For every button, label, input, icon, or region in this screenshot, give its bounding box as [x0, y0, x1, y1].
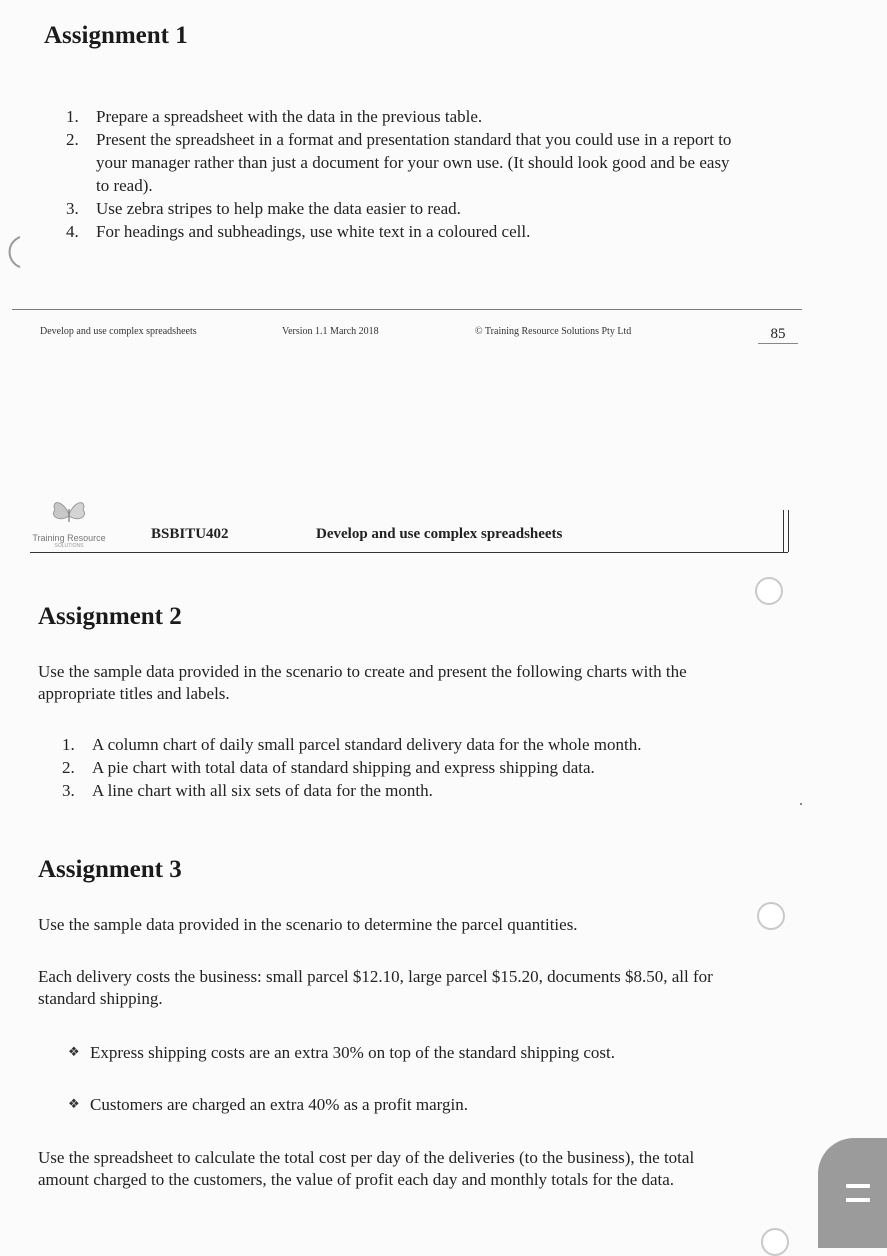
- binder-hole: [761, 1228, 789, 1256]
- footer-version: Version 1.1 March 2018: [282, 326, 379, 337]
- assignment-2-intro: Use the sample data provided in the scenario to create and present the following charts with the appropriate titles and labels.: [38, 662, 687, 703]
- butterfly-icon: [48, 497, 90, 531]
- logo-subtext: SOLUTIONS: [54, 543, 84, 549]
- scan-arc-decoration: [0, 234, 24, 270]
- logo-text: Training Resource: [32, 533, 106, 543]
- assignment-2-heading: Assignment 2: [38, 603, 182, 630]
- list-item: 3. A line chart with all six sets of data for the month.: [62, 781, 433, 800]
- unit-code: BSBITU402: [151, 526, 229, 542]
- bullet-item: ❖ Express shipping costs are an extra 30% on top of the standard shipping cost.: [68, 1043, 616, 1062]
- list-item: 2. Present the spreadsheet in a format and presentation standard that you could use in a report to your manager rather than just a document for your own use. (It should look good and be easy to read).: [66, 130, 732, 195]
- diamond-bullet-icon: ❖: [68, 1097, 80, 1112]
- unit-title: Develop and use complex spreadsheets: [316, 526, 563, 542]
- list-item: 2. A pie chart with total data of standard shipping and express shipping data.: [62, 758, 595, 777]
- floating-menu-button[interactable]: [818, 1138, 887, 1248]
- assignment-3-paragraph-1: Use the sample data provided in the scenario to determine the parcel quantities.: [38, 915, 578, 934]
- header-bracket: [783, 510, 789, 552]
- list-item: 3. Use zebra stripes to help make the data easier to read.: [66, 199, 461, 218]
- binder-hole: [757, 902, 785, 930]
- training-resource-logo: [24, 497, 114, 549]
- assignment-3-heading: Assignment 3: [38, 856, 182, 883]
- footer-rule: [12, 309, 802, 310]
- footer-course: Develop and use complex spreadsheets: [40, 326, 197, 337]
- list-item: 1. A column chart of daily small parcel standard delivery data for the whole month.: [62, 735, 642, 754]
- assignment-3-paragraph-2: Each delivery costs the business: small parcel $12.10, large parcel $15.20, documents $8.50, all for standard shipping.: [38, 967, 713, 1008]
- header-rule: [30, 552, 788, 553]
- binder-hole: [755, 577, 783, 605]
- footer-copyright: © Training Resource Solutions Pty Ltd: [475, 326, 632, 337]
- bullet-item: ❖ Customers are charged an extra 40% as a profit margin.: [68, 1095, 468, 1114]
- scan-speck: [800, 803, 802, 805]
- list-item: 1. Prepare a spreadsheet with the data in the previous table.: [66, 107, 483, 126]
- list-item: 4. For headings and subheadings, use white text in a coloured cell.: [66, 222, 531, 241]
- assignment-3-paragraph-3: Use the spreadsheet to calculate the total cost per day of the deliveries (to the business), the total amount charged to the customers, the value of profit each day and monthly totals for the data.: [38, 1148, 695, 1189]
- menu-lines-icon: [846, 1180, 870, 1206]
- assignment-2-list: [62, 733, 722, 802]
- page-number: 85: [758, 326, 798, 344]
- assignment-1-list: [66, 105, 736, 243]
- diamond-bullet-icon: ❖: [68, 1045, 80, 1060]
- assignment-1-heading: Assignment 1: [44, 22, 188, 49]
